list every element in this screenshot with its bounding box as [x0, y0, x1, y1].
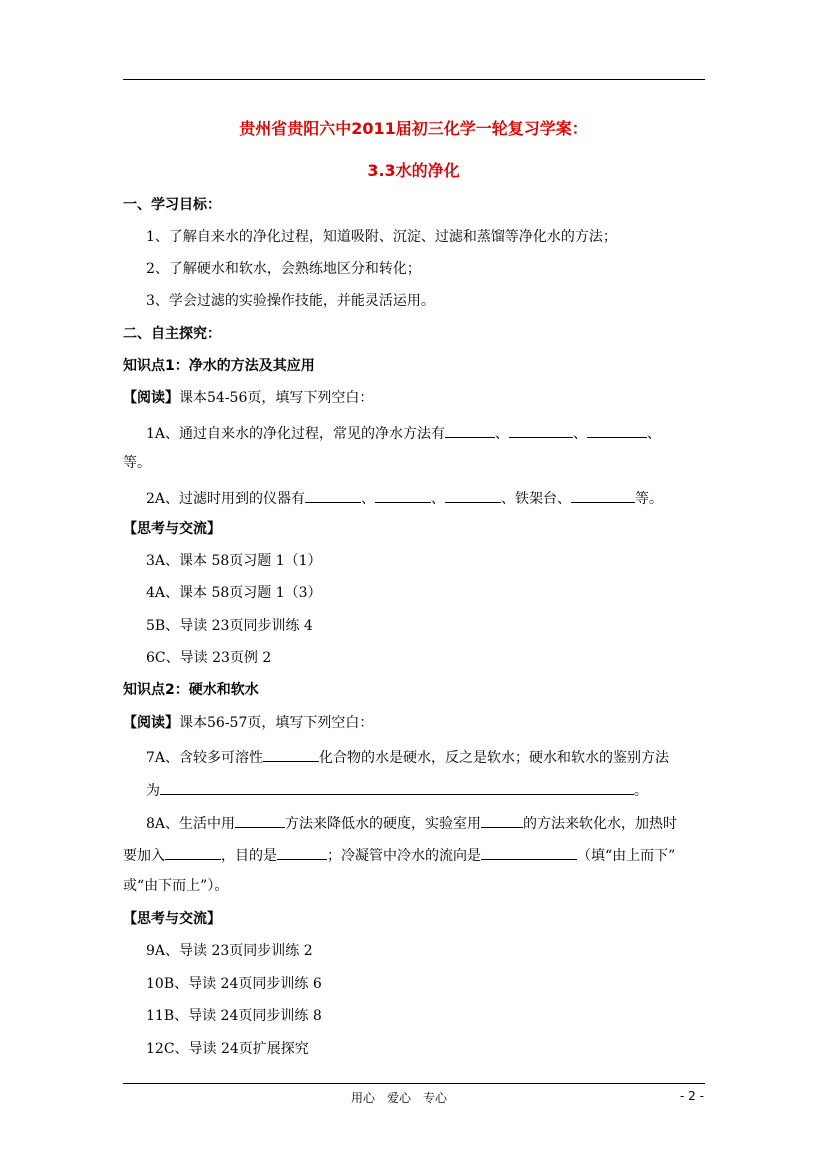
exercise-item: 11B、导读 24页同步训练 8 — [146, 1008, 322, 1024]
separator: 、 — [361, 491, 376, 507]
question-text: 8A、生活中用 — [146, 816, 236, 832]
separator: 、 — [573, 426, 588, 442]
document-title: 贵州省贵阳六中2011届初三化学一轮复习学案： — [239, 119, 588, 138]
question-2a — [146, 488, 663, 508]
answer-blank[interactable] — [571, 488, 635, 503]
question-7a — [146, 747, 669, 767]
read-text: 课本56-57页，填写下列空白： — [179, 715, 374, 731]
goal-item: 3、学会过滤的实验操作技能，并能灵活运用。 — [146, 293, 435, 309]
question-8a — [146, 813, 677, 833]
answer-blank[interactable] — [235, 813, 285, 828]
separator: 。 — [634, 783, 648, 799]
exercise-item: 4A、课本 58页习题 1（3） — [146, 585, 322, 601]
read-tag: 【阅读】 — [123, 715, 179, 731]
separator: 、 — [495, 426, 510, 442]
section1-heading: 一、学习目标： — [123, 197, 221, 213]
answer-blank[interactable] — [165, 845, 221, 860]
goal-item: 1、了解自来水的净化过程，知道吸附、沉淀、过滤和蒸馏等净化水的方法； — [146, 229, 617, 245]
exercise-item: 6C、导读 23页例 2 — [146, 650, 272, 666]
question-text: 要加入 — [123, 848, 165, 864]
answer-blank[interactable] — [445, 423, 495, 438]
question-text: 7A、含较多可溶性 — [146, 750, 264, 766]
separator: 、 — [431, 491, 446, 507]
document-subtitle: 3.3水的净化 — [367, 161, 460, 180]
exercise-item: 9A、导读 23页同步训练 2 — [146, 943, 313, 959]
question-text: 方法来降低水的硬度，实验室用 — [285, 816, 482, 832]
exercise-item: 12C、导读 24页扩展探究 — [146, 1041, 309, 1057]
exercise-item: 5B、导读 23页同步训练 4 — [146, 618, 313, 634]
separator: 、铁架台、 — [501, 491, 572, 507]
question-text: 为 — [146, 783, 160, 799]
question-1a-continued: 等。 — [123, 455, 151, 471]
header-rule — [123, 79, 705, 80]
separator: 等。 — [635, 491, 664, 507]
answer-blank[interactable] — [481, 813, 523, 828]
answer-blank[interactable] — [305, 488, 361, 503]
exercise-item: 10B、导读 24页同步训练 6 — [146, 976, 322, 992]
kp2-think-heading: 【思考与交流】 — [123, 911, 221, 927]
footer-rule — [123, 1083, 705, 1084]
question-text: 2A、过滤时用到的仪器有 — [146, 491, 306, 507]
read-text: 课本54-56页，填写下列空白： — [179, 390, 374, 406]
section2-heading: 二、自主探究： — [123, 326, 221, 342]
kp1-think-heading: 【思考与交流】 — [123, 521, 221, 537]
goal-item: 2、了解硬水和软水，会熟练地区分和转化； — [146, 261, 421, 277]
question-8a-end: 或“由下而上”）。 — [123, 878, 229, 894]
question-text: ，目的是 — [221, 848, 277, 864]
separator: 、 — [647, 426, 662, 442]
kp1-read-line — [123, 389, 373, 407]
footer-motto: 用心 爱心 专心 — [351, 1091, 448, 1105]
question-text: （填“由上而下” — [577, 848, 676, 864]
read-tag: 【阅读】 — [123, 390, 179, 406]
kp2-heading: 知识点2：硬水和软水 — [123, 682, 259, 698]
answer-blank[interactable] — [587, 423, 647, 438]
answer-blank[interactable] — [375, 488, 431, 503]
kp2-read-line — [123, 714, 373, 732]
kp1-heading: 知识点1：净水的方法及其应用 — [123, 358, 315, 374]
question-7a-continued — [146, 780, 648, 800]
answer-blank[interactable] — [277, 845, 327, 860]
question-8a-continued — [123, 845, 675, 865]
answer-blank[interactable] — [160, 780, 634, 795]
question-text: 化合物的水是硬水，反之是软水；硬水和软水的鉴别方法 — [319, 750, 670, 766]
answer-blank[interactable] — [445, 488, 501, 503]
page-number: - 2 - — [680, 1089, 704, 1103]
answer-blank[interactable] — [263, 747, 319, 762]
exercise-item: 3A、课本 58页习题 1（1） — [146, 553, 322, 569]
question-text: 1A、通过自来水的净化过程，常见的净水方法有 — [146, 426, 446, 442]
answer-blank[interactable] — [481, 845, 577, 860]
question-1a — [146, 423, 661, 443]
question-text: 的方法来软化水，加热时 — [523, 816, 678, 832]
answer-blank[interactable] — [509, 423, 573, 438]
question-text: ；冷凝管中冷水的流向是 — [327, 848, 481, 864]
